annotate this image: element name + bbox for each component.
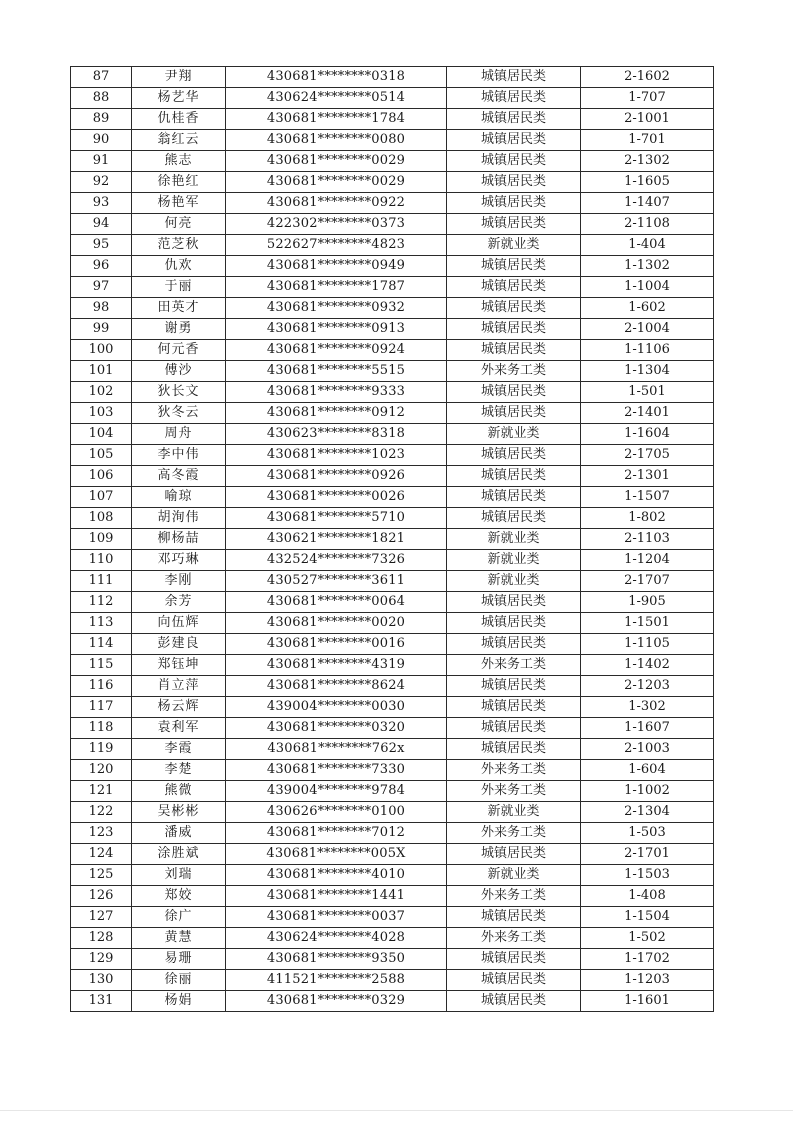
category-cell: 城镇居民类 — [447, 256, 581, 277]
row-number-cell: 107 — [71, 487, 132, 508]
table-row — [71, 592, 714, 613]
name-cell: 熊志 — [132, 151, 226, 172]
category-cell: 城镇居民类 — [447, 193, 581, 214]
category-cell: 城镇居民类 — [447, 613, 581, 634]
row-number-cell: 94 — [71, 214, 132, 235]
room-number-cell: 1-1507 — [581, 487, 714, 508]
table-row — [71, 319, 714, 340]
room-number-cell: 1-502 — [581, 928, 714, 949]
table-row — [71, 949, 714, 970]
name-cell: 向伍辉 — [132, 613, 226, 634]
category-cell: 城镇居民类 — [447, 319, 581, 340]
table-row — [71, 256, 714, 277]
id-number-cell: 430681********9333 — [226, 382, 447, 403]
roster-table — [70, 66, 714, 1012]
row-number-cell: 115 — [71, 655, 132, 676]
id-number-cell: 430681********0318 — [226, 67, 447, 88]
row-number-cell: 131 — [71, 991, 132, 1012]
table-row — [71, 487, 714, 508]
table-row — [71, 697, 714, 718]
room-number-cell: 2-1707 — [581, 571, 714, 592]
category-cell: 城镇居民类 — [447, 298, 581, 319]
category-cell: 外来务工类 — [447, 760, 581, 781]
row-number-cell: 102 — [71, 382, 132, 403]
room-number-cell: 1-1504 — [581, 907, 714, 928]
category-cell: 城镇居民类 — [447, 592, 581, 613]
name-cell: 仇欢 — [132, 256, 226, 277]
name-cell: 何元香 — [132, 340, 226, 361]
id-number-cell: 430681********0913 — [226, 319, 447, 340]
row-number-cell: 92 — [71, 172, 132, 193]
room-number-cell: 1-602 — [581, 298, 714, 319]
room-number-cell: 1-1702 — [581, 949, 714, 970]
id-number-cell: 430681********7330 — [226, 760, 447, 781]
name-cell: 郑姣 — [132, 886, 226, 907]
row-number-cell: 123 — [71, 823, 132, 844]
name-cell: 杨艳军 — [132, 193, 226, 214]
category-cell: 新就业类 — [447, 802, 581, 823]
id-number-cell: 522627********4823 — [226, 235, 447, 256]
row-number-cell: 87 — [71, 67, 132, 88]
name-cell: 余芳 — [132, 592, 226, 613]
category-cell: 城镇居民类 — [447, 340, 581, 361]
room-number-cell: 1-1402 — [581, 655, 714, 676]
room-number-cell: 1-604 — [581, 760, 714, 781]
category-cell: 新就业类 — [447, 865, 581, 886]
row-number-cell: 104 — [71, 424, 132, 445]
room-number-cell: 2-1004 — [581, 319, 714, 340]
table-row — [71, 970, 714, 991]
name-cell: 袁利军 — [132, 718, 226, 739]
table-row — [71, 802, 714, 823]
row-number-cell: 103 — [71, 403, 132, 424]
category-cell: 外来务工类 — [447, 928, 581, 949]
room-number-cell: 1-1304 — [581, 361, 714, 382]
id-number-cell: 430626********0100 — [226, 802, 447, 823]
table-row — [71, 655, 714, 676]
row-number-cell: 96 — [71, 256, 132, 277]
category-cell: 城镇居民类 — [447, 508, 581, 529]
room-number-cell: 2-1401 — [581, 403, 714, 424]
name-cell: 涂胜斌 — [132, 844, 226, 865]
table-row — [71, 172, 714, 193]
page-bottom-rule — [0, 1110, 793, 1111]
name-cell: 胡洵伟 — [132, 508, 226, 529]
room-number-cell: 1-501 — [581, 382, 714, 403]
name-cell: 刘瑞 — [132, 865, 226, 886]
row-number-cell: 93 — [71, 193, 132, 214]
id-number-cell: 430681********0926 — [226, 466, 447, 487]
id-number-cell: 411521********2588 — [226, 970, 447, 991]
id-number-cell: 439004********0030 — [226, 697, 447, 718]
room-number-cell: 1-1601 — [581, 991, 714, 1012]
id-number-cell: 430681********005X — [226, 844, 447, 865]
category-cell: 城镇居民类 — [447, 403, 581, 424]
table-row — [71, 424, 714, 445]
room-number-cell: 1-1106 — [581, 340, 714, 361]
row-number-cell: 127 — [71, 907, 132, 928]
row-number-cell: 120 — [71, 760, 132, 781]
category-cell: 城镇居民类 — [447, 172, 581, 193]
category-cell: 城镇居民类 — [447, 676, 581, 697]
room-number-cell: 1-1203 — [581, 970, 714, 991]
table-row — [71, 781, 714, 802]
row-number-cell: 90 — [71, 130, 132, 151]
row-number-cell: 110 — [71, 550, 132, 571]
name-cell: 仇桂香 — [132, 109, 226, 130]
row-number-cell: 100 — [71, 340, 132, 361]
id-number-cell: 430681********0922 — [226, 193, 447, 214]
room-number-cell: 1-1501 — [581, 613, 714, 634]
table-row — [71, 403, 714, 424]
name-cell: 杨艺华 — [132, 88, 226, 109]
row-number-cell: 124 — [71, 844, 132, 865]
table-row — [71, 277, 714, 298]
id-number-cell: 430681********8624 — [226, 676, 447, 697]
room-number-cell: 2-1103 — [581, 529, 714, 550]
category-cell: 新就业类 — [447, 424, 581, 445]
row-number-cell: 91 — [71, 151, 132, 172]
row-number-cell: 112 — [71, 592, 132, 613]
id-number-cell: 430681********0026 — [226, 487, 447, 508]
row-number-cell: 122 — [71, 802, 132, 823]
id-number-cell: 430624********4028 — [226, 928, 447, 949]
table-row — [71, 991, 714, 1012]
category-cell: 城镇居民类 — [447, 466, 581, 487]
category-cell: 城镇居民类 — [447, 445, 581, 466]
id-number-cell: 430681********0016 — [226, 634, 447, 655]
table-row — [71, 865, 714, 886]
table-row — [71, 382, 714, 403]
name-cell: 徐广 — [132, 907, 226, 928]
category-cell: 城镇居民类 — [447, 487, 581, 508]
category-cell: 城镇居民类 — [447, 67, 581, 88]
table-row — [71, 907, 714, 928]
name-cell: 徐艳红 — [132, 172, 226, 193]
category-cell: 新就业类 — [447, 550, 581, 571]
category-cell: 城镇居民类 — [447, 907, 581, 928]
table-row — [71, 193, 714, 214]
table-row — [71, 760, 714, 781]
row-number-cell: 118 — [71, 718, 132, 739]
name-cell: 于丽 — [132, 277, 226, 298]
name-cell: 狄长文 — [132, 382, 226, 403]
id-number-cell: 430681********0320 — [226, 718, 447, 739]
room-number-cell: 2-1705 — [581, 445, 714, 466]
id-number-cell: 439004********9784 — [226, 781, 447, 802]
name-cell: 谢勇 — [132, 319, 226, 340]
table-row — [71, 109, 714, 130]
room-number-cell: 1-1004 — [581, 277, 714, 298]
name-cell: 周舟 — [132, 424, 226, 445]
table-row — [71, 634, 714, 655]
name-cell: 熊微 — [132, 781, 226, 802]
name-cell: 喻琼 — [132, 487, 226, 508]
table-row — [71, 928, 714, 949]
name-cell: 柳杨喆 — [132, 529, 226, 550]
name-cell: 黄慧 — [132, 928, 226, 949]
id-number-cell: 430681********5515 — [226, 361, 447, 382]
room-number-cell: 2-1701 — [581, 844, 714, 865]
id-number-cell: 430681********1787 — [226, 277, 447, 298]
row-number-cell: 128 — [71, 928, 132, 949]
category-cell: 外来务工类 — [447, 655, 581, 676]
table-row — [71, 844, 714, 865]
table-row — [71, 445, 714, 466]
table-row — [71, 550, 714, 571]
id-number-cell: 430681********0037 — [226, 907, 447, 928]
table-row — [71, 529, 714, 550]
name-cell: 徐丽 — [132, 970, 226, 991]
category-cell: 外来务工类 — [447, 886, 581, 907]
room-number-cell: 2-1301 — [581, 466, 714, 487]
category-cell: 外来务工类 — [447, 361, 581, 382]
room-number-cell: 2-1003 — [581, 739, 714, 760]
category-cell: 外来务工类 — [447, 781, 581, 802]
name-cell: 狄冬云 — [132, 403, 226, 424]
room-number-cell: 2-1108 — [581, 214, 714, 235]
id-number-cell: 430681********0912 — [226, 403, 447, 424]
category-cell: 外来务工类 — [447, 823, 581, 844]
name-cell: 高冬霞 — [132, 466, 226, 487]
name-cell: 何亮 — [132, 214, 226, 235]
table-row — [71, 235, 714, 256]
row-number-cell: 113 — [71, 613, 132, 634]
category-cell: 新就业类 — [447, 235, 581, 256]
id-number-cell: 430681********1023 — [226, 445, 447, 466]
name-cell: 李楚 — [132, 760, 226, 781]
name-cell: 易珊 — [132, 949, 226, 970]
category-cell: 城镇居民类 — [447, 130, 581, 151]
category-cell: 城镇居民类 — [447, 88, 581, 109]
id-number-cell: 430681********1784 — [226, 109, 447, 130]
category-cell: 城镇居民类 — [447, 949, 581, 970]
roster-table-body — [71, 67, 714, 1012]
row-number-cell: 121 — [71, 781, 132, 802]
id-number-cell: 430681********0949 — [226, 256, 447, 277]
row-number-cell: 97 — [71, 277, 132, 298]
name-cell: 杨云辉 — [132, 697, 226, 718]
category-cell: 城镇居民类 — [447, 844, 581, 865]
table-row — [71, 718, 714, 739]
id-number-cell: 422302********0373 — [226, 214, 447, 235]
room-number-cell: 1-404 — [581, 235, 714, 256]
id-number-cell: 430681********0029 — [226, 151, 447, 172]
id-number-cell: 430681********0329 — [226, 991, 447, 1012]
room-number-cell: 1-701 — [581, 130, 714, 151]
id-number-cell: 430681********9350 — [226, 949, 447, 970]
table-row — [71, 466, 714, 487]
row-number-cell: 119 — [71, 739, 132, 760]
row-number-cell: 101 — [71, 361, 132, 382]
room-number-cell: 1-1204 — [581, 550, 714, 571]
table-row — [71, 508, 714, 529]
row-number-cell: 114 — [71, 634, 132, 655]
row-number-cell: 106 — [71, 466, 132, 487]
category-cell: 城镇居民类 — [447, 697, 581, 718]
room-number-cell: 1-905 — [581, 592, 714, 613]
id-number-cell: 430681********4010 — [226, 865, 447, 886]
row-number-cell: 88 — [71, 88, 132, 109]
id-number-cell: 430681********0080 — [226, 130, 447, 151]
name-cell: 田英才 — [132, 298, 226, 319]
category-cell: 城镇居民类 — [447, 718, 581, 739]
table-row — [71, 130, 714, 151]
room-number-cell: 2-1001 — [581, 109, 714, 130]
room-number-cell: 2-1304 — [581, 802, 714, 823]
name-cell: 尹翔 — [132, 67, 226, 88]
name-cell: 肖立萍 — [132, 676, 226, 697]
category-cell: 城镇居民类 — [447, 991, 581, 1012]
table-row — [71, 886, 714, 907]
table-row — [71, 340, 714, 361]
category-cell: 城镇居民类 — [447, 970, 581, 991]
table-row — [71, 613, 714, 634]
room-number-cell: 1-1503 — [581, 865, 714, 886]
category-cell: 城镇居民类 — [447, 277, 581, 298]
name-cell: 范芝秋 — [132, 235, 226, 256]
row-number-cell: 98 — [71, 298, 132, 319]
id-number-cell: 430681********762x — [226, 739, 447, 760]
id-number-cell: 430624********0514 — [226, 88, 447, 109]
table-row — [71, 214, 714, 235]
room-number-cell: 1-802 — [581, 508, 714, 529]
name-cell: 潘威 — [132, 823, 226, 844]
category-cell: 城镇居民类 — [447, 151, 581, 172]
row-number-cell: 105 — [71, 445, 132, 466]
id-number-cell: 430681********0029 — [226, 172, 447, 193]
room-number-cell: 1-1105 — [581, 634, 714, 655]
category-cell: 城镇居民类 — [447, 109, 581, 130]
room-number-cell: 1-408 — [581, 886, 714, 907]
room-number-cell: 2-1203 — [581, 676, 714, 697]
row-number-cell: 111 — [71, 571, 132, 592]
id-number-cell: 430681********4319 — [226, 655, 447, 676]
category-cell: 新就业类 — [447, 571, 581, 592]
table-row — [71, 88, 714, 109]
id-number-cell: 430681********7012 — [226, 823, 447, 844]
category-cell: 城镇居民类 — [447, 382, 581, 403]
id-number-cell: 430681********1441 — [226, 886, 447, 907]
category-cell: 城镇居民类 — [447, 214, 581, 235]
row-number-cell: 117 — [71, 697, 132, 718]
room-number-cell: 1-707 — [581, 88, 714, 109]
row-number-cell: 99 — [71, 319, 132, 340]
table-row — [71, 571, 714, 592]
name-cell: 傅沙 — [132, 361, 226, 382]
category-cell: 城镇居民类 — [447, 634, 581, 655]
name-cell: 李中伟 — [132, 445, 226, 466]
name-cell: 李霞 — [132, 739, 226, 760]
row-number-cell: 116 — [71, 676, 132, 697]
room-number-cell: 1-302 — [581, 697, 714, 718]
id-number-cell: 430681********0064 — [226, 592, 447, 613]
room-number-cell: 1-1607 — [581, 718, 714, 739]
name-cell: 李刚 — [132, 571, 226, 592]
row-number-cell: 130 — [71, 970, 132, 991]
id-number-cell: 430623********8318 — [226, 424, 447, 445]
table-row — [71, 676, 714, 697]
name-cell: 吴彬彬 — [132, 802, 226, 823]
row-number-cell: 108 — [71, 508, 132, 529]
name-cell: 杨娟 — [132, 991, 226, 1012]
row-number-cell: 109 — [71, 529, 132, 550]
room-number-cell: 1-1604 — [581, 424, 714, 445]
row-number-cell: 89 — [71, 109, 132, 130]
row-number-cell: 95 — [71, 235, 132, 256]
name-cell: 邓巧琳 — [132, 550, 226, 571]
id-number-cell: 430681********0924 — [226, 340, 447, 361]
table-row — [71, 151, 714, 172]
table-row — [71, 361, 714, 382]
room-number-cell: 1-503 — [581, 823, 714, 844]
room-number-cell: 2-1302 — [581, 151, 714, 172]
table-row — [71, 739, 714, 760]
room-number-cell: 2-1602 — [581, 67, 714, 88]
room-number-cell: 1-1407 — [581, 193, 714, 214]
category-cell: 新就业类 — [447, 529, 581, 550]
id-number-cell: 430681********0932 — [226, 298, 447, 319]
category-cell: 城镇居民类 — [447, 739, 581, 760]
room-number-cell: 1-1002 — [581, 781, 714, 802]
row-number-cell: 125 — [71, 865, 132, 886]
room-number-cell: 1-1302 — [581, 256, 714, 277]
table-row — [71, 298, 714, 319]
row-number-cell: 126 — [71, 886, 132, 907]
id-number-cell: 430681********5710 — [226, 508, 447, 529]
row-number-cell: 129 — [71, 949, 132, 970]
name-cell: 翁红云 — [132, 130, 226, 151]
id-number-cell: 430621********1821 — [226, 529, 447, 550]
table-row — [71, 823, 714, 844]
name-cell: 郑钰坤 — [132, 655, 226, 676]
table-row — [71, 67, 714, 88]
room-number-cell: 1-1605 — [581, 172, 714, 193]
id-number-cell: 430681********0020 — [226, 613, 447, 634]
name-cell: 彭建良 — [132, 634, 226, 655]
id-number-cell: 430527********3611 — [226, 571, 447, 592]
id-number-cell: 432524********7326 — [226, 550, 447, 571]
